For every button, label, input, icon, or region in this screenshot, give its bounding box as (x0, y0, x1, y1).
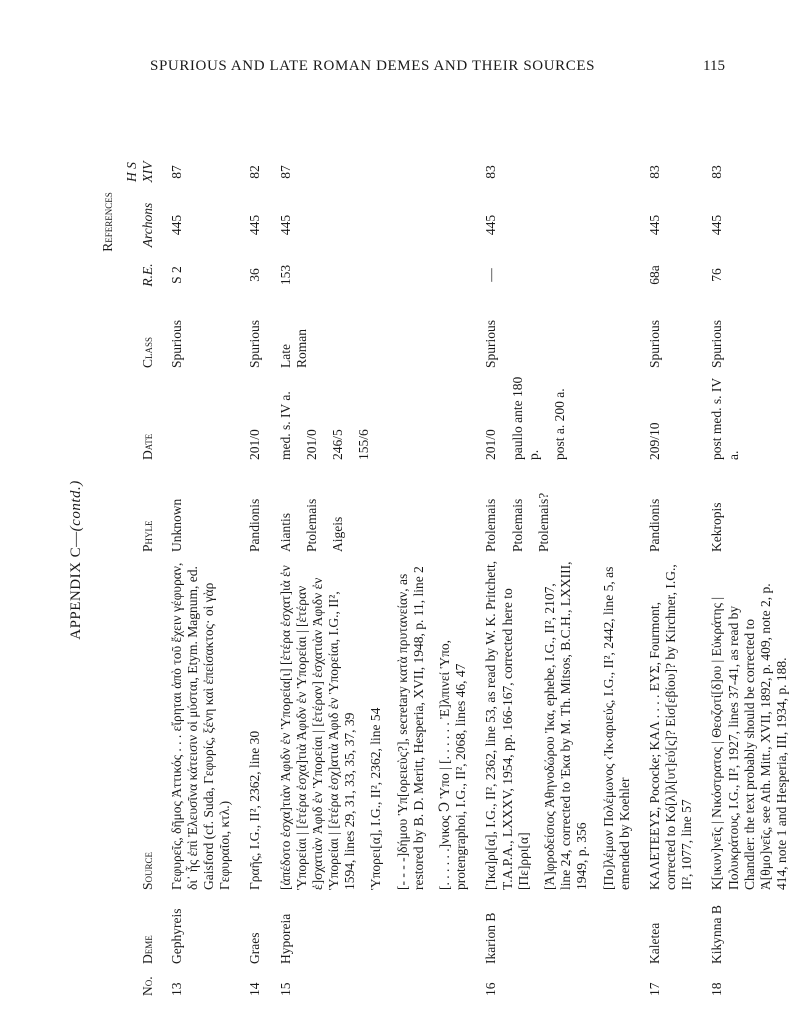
source-text-line: Κ[ικυν]νεῖς | Νικόστρατος | Θεοζοτί[δ]ου | Εὐκράτης | Πολυκράτους, I.G., II², 1927, lines 37-41, as read by Chandler: the text probably should be corrected to Ἀ[θμο]νεῖς, see Ath. Mitt., XVII, 1892, p. 409, note 2, p. 414, note 1 and Hesperia, III, 1934, p. 188. (709, 583, 790, 890)
source-text-line: [. . . . . .]νικος Ↄ Ὑπο | [. . . . . . Ἐ]λπινεί Ὑπο, protengraphoi, I.G., II², 2068, lines 46, 47 (437, 639, 469, 890)
row-number: 17 (646, 982, 662, 996)
table-row (643, 146, 706, 1000)
hsxiv-ref: 83 (483, 165, 499, 179)
phyle-cell (479, 464, 643, 556)
source-text-line: Ὑπορει[α], I.G., II², 2362, line 54 (368, 707, 384, 890)
archons-ref: 445 (277, 214, 293, 236)
class-cell-line: Spurious (247, 319, 263, 368)
date-cell (165, 372, 244, 464)
source-text (643, 556, 706, 894)
table-row (274, 146, 480, 1000)
appendix-title-text: APPENDIX C— (68, 531, 84, 640)
phyle-cell-line: Ptolemais (509, 498, 525, 552)
date-cell-line: paullo ante 180 p. (509, 376, 541, 460)
source-text-line: [Ἰκα]ρι[α], I.G., II², 2362, line 53, as read by W. K. Pritchett, T.A.P.A., LXXXV, 1954, pp. 166-167, corrected here to [Πε]ρρι[α] (483, 560, 531, 890)
col-date: Date (140, 433, 156, 460)
col-deme: Deme (140, 935, 156, 964)
date-cell-line: post med. s. IV a. (709, 378, 741, 460)
source-text (243, 556, 273, 894)
archons-ref: 445 (483, 214, 499, 236)
class-cell (165, 298, 244, 372)
table-row (705, 146, 792, 1000)
table-row (479, 146, 643, 1000)
re-ref: 68a (646, 265, 662, 285)
hsxiv-ref: 87 (168, 165, 184, 179)
row-number: 18 (709, 982, 725, 996)
phyle-cell (643, 464, 706, 556)
phyle-cell (243, 464, 273, 556)
phyle-cell-line: Unknown (168, 498, 184, 552)
source-text-line: ΚΑΛΕΤΕΕΥΣ, Pococke; ΚΑΛ . . . . ΕΥΣ, Fourmont, corrected to Κό[λ]λ[υτ]εύ[ς]? Εἰσ[εβίου]? by Kirchner, I.G., II², 1077, line 57 (646, 564, 695, 890)
col-hsxiv: H S XIV (124, 161, 156, 183)
date-cell-line: med. s. IV a. (277, 391, 293, 460)
class-cell-line: Spurious (168, 319, 184, 368)
table-body (165, 146, 792, 1000)
phyle-cell-line: Kekropis (709, 502, 725, 552)
archons-ref: 445 (709, 214, 725, 236)
date-cell (243, 372, 273, 464)
date-cell-line: 201/0 (483, 429, 499, 460)
col-source: Source (140, 851, 156, 890)
row-number: 16 (483, 982, 499, 996)
class-cell (274, 298, 480, 372)
source-text (705, 556, 792, 894)
deme-name: Graes (247, 932, 263, 964)
deme-name: Hyporeia (277, 913, 293, 964)
date-cell-line: post a. 200 a. (551, 388, 567, 460)
class-cell-line: Late Roman (277, 329, 309, 368)
phyle-cell-line: Pandionis (646, 498, 662, 552)
hsxiv-ref: 82 (247, 165, 263, 179)
date-cell-line: 155/6 (356, 429, 372, 460)
phyle-cell-line: Ptolemais (483, 498, 499, 552)
hsxiv-ref: 87 (277, 165, 293, 179)
date-cell (274, 372, 480, 464)
phyle-cell-line: Ptolemais (303, 498, 319, 552)
row-number: 14 (247, 982, 263, 996)
col-phyle: Phyle (140, 520, 156, 552)
col-class: Class (140, 336, 156, 368)
date-cell (705, 372, 792, 464)
class-cell (479, 298, 643, 372)
running-head: SPURIOUS AND LATE ROMAN DEMES AND THEIR SOURCES (150, 58, 596, 74)
col-no: No. (140, 976, 156, 996)
source-text-line: [ἀπέδοτο ἐσχα]τιὰν Ἀφιδν ἐν Ὑπορεία[ι] [ἑτέρα ἐσχατ]ιὰ ἐν Ὑπορείαι | [ἑτέρα ἐσχα]τιὰ Ἀφιδν ἐν Ὑπορείαι | [ἑτέραν ἐ]σχατιὰν Ἀφιδ ἐν Ὑπορείαι | [ἑτέραν] ἐσχατιὰν Ἀφιδν ἐν Ὑπορείαι | [ἑτέρα ἐσχ]ατιὰ Ἀφιδ ἐν Ὑπορείαι, I.G., II², 1594, lines 29, 31, 33, 35, 37, 39 (277, 565, 358, 890)
class-cell-line: Spurious (483, 319, 499, 368)
re-ref: — (483, 268, 499, 282)
appendix-table (100, 146, 792, 1000)
deme-name: Ikarion B (483, 912, 499, 964)
re-ref: 36 (247, 268, 263, 282)
hsxiv-ref: 83 (709, 165, 725, 179)
archons-ref: 445 (168, 214, 184, 236)
phyle-cell (165, 464, 244, 556)
class-cell-line: Spurious (709, 319, 725, 368)
source-text-line: [- - - -]δήμου Ὑπ[ορειεὺς?], secretary κατὰ πρυτανείαν, as restored by B. D. Meritt, Hesperia, XVII, 1948, p. 11, line 2 (394, 566, 426, 890)
col-archons: Archons (140, 202, 156, 248)
table-row (165, 146, 244, 1000)
class-cell-line: Spurious (646, 319, 662, 368)
source-text-line: Γεφυρεῖς, δῆμος Ἀττικός . . . εἴρηται ἀπὸ τοῦ ἔχειν γέφυραν, δι᾽ ἧς ἐπὶ Ἐλευσῖνα κάτεισιν οἱ μύσται, Etym. Magnum, ed. Gaisford (cf. Suda, Γεφυρίς, ξένη καὶ ἐπείσακτος· οἱ γὰρ Γεφυραῖοι, κτλ.) (168, 562, 233, 890)
source-text (165, 556, 244, 894)
phyle-cell-line: Aiantis (277, 513, 293, 552)
phyle-cell-line: Aigeis (329, 516, 345, 552)
source-text-line: [Ἀ]φροδείσιος Ἀθηνοδώρου Ἰκα, ephebe, I.G., II², 2107, line 24, corrected to Ἐκα by M. Th. Mitsos, B.C.H., LXXIII, 1949, p. 356 (541, 561, 590, 890)
phyle-cell (274, 464, 480, 556)
date-cell (643, 372, 706, 464)
source-text-line: Γραῆς, I.G., II², 2362, line 30 (247, 730, 263, 890)
deme-name: Kikynna B (709, 905, 725, 964)
class-cell (643, 298, 706, 372)
col-references: References (100, 192, 115, 252)
table-row (243, 146, 273, 1000)
source-text-line: [Πο]λέμων Πολέμωνος ‹Ἰκ›αριεύς, I.G., II², 2442, line 5, as emended by Koehler (600, 566, 632, 890)
deme-name: Gephyreis (168, 908, 184, 964)
date-cell-line: 201/0 (303, 429, 319, 460)
phyle-cell-line: Ptolemais? (535, 492, 551, 552)
re-ref: 153 (277, 264, 293, 286)
deme-name: Kaletea (646, 922, 662, 964)
phyle-cell (705, 464, 792, 556)
source-text (274, 556, 480, 894)
appendix-table-rotated (60, 120, 790, 1000)
archons-ref: 445 (247, 214, 263, 236)
re-ref: S 2 (168, 266, 184, 284)
date-cell-line: 246/5 (329, 429, 345, 460)
class-cell (705, 298, 792, 372)
appendix-contd: (contd.) (68, 480, 84, 532)
source-text (479, 556, 643, 894)
date-cell-line: 201/0 (247, 429, 263, 460)
col-re: R.E. (140, 263, 156, 287)
row-number: 15 (277, 982, 293, 996)
date-cell-line: 209/10 (646, 422, 662, 460)
page-number: 115 (703, 58, 725, 74)
class-cell (243, 298, 273, 372)
hsxiv-ref: 83 (646, 165, 662, 179)
appendix-title (68, 120, 85, 1000)
re-ref: 76 (709, 268, 725, 282)
phyle-cell-line: Pandionis (247, 498, 263, 552)
date-cell (479, 372, 643, 464)
row-number: 13 (168, 982, 184, 996)
archons-ref: 445 (646, 214, 662, 236)
